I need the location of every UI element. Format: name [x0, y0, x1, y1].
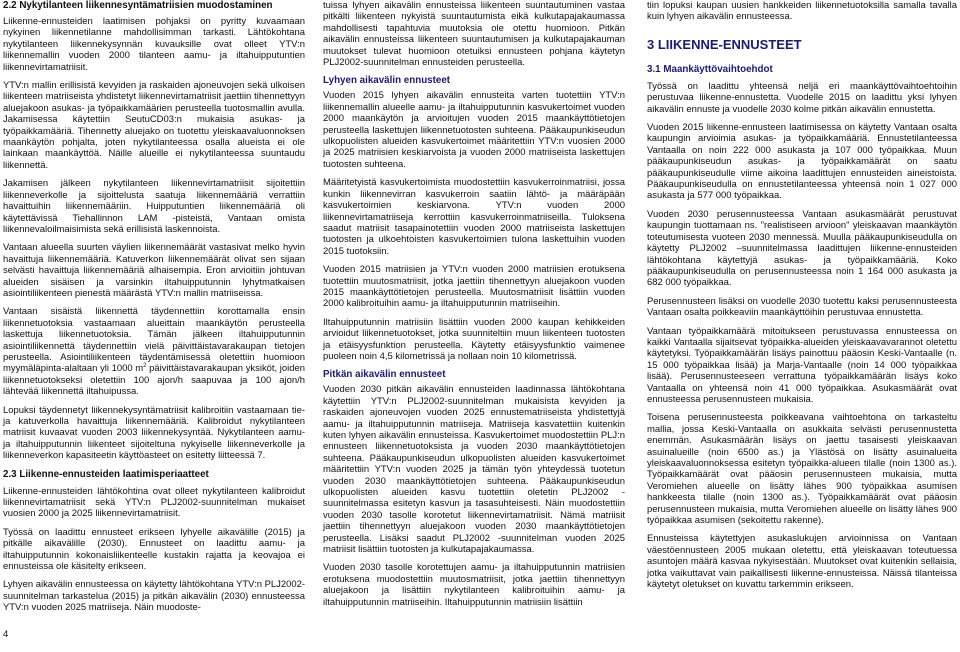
- paragraph: Lyhyen aikavälin ennusteessa on käytetty lähtökohtana YTV:n PLJ2002-suunnitelman tarkastelua (2015) ja pitkän aikavälin (2030) ennusteessa YTV:n vuoden 2025 matriiseja. Näin muodoste-: [3, 579, 305, 614]
- paragraph: Vantaan työpaikkamäärä mitoitukseen perustuvassa ennusteessa on kaikki Vantaalla sijaitsevat työpaikka-alueiden yleiskaavavarannot oletettu käytetyksi. Työpaikkamäärän lisäys painottuu pääosin Keski-Vantaalle (n. 15 000 työpaikkaa lisää) ja Marja-Vantaalle (noin 14 000 työpaikkaa lisää). Perusennusteeseen verrattuna työpaikkamäärän lisäys koko Vantaalla on yhteensä noin 41 000 työpaikkaa. Asukasmäärät ovat ennusteessa perusennusteen mukaisia.: [647, 325, 957, 405]
- paragraph: [3, 306, 305, 397]
- paragraph: Liikenne-ennusteiden laatimisen pohjaksi on pyritty kuvaamaan nykyinen liikennetilanne mahdollisimman tarkasti. Lähtökohtana nykytilanteen liikennekysynnän kuvauksille ovat olleet YTV:n liikennemallin vuoden 2000 tilanteen aamu- ja iltahuipputuntien liikennevirtamatriisit.: [3, 16, 305, 73]
- paragraph-text: päivittäistavarakaupan yksiköt, joiden liikennetuotokseksi oletettiin 100 ajon/h saapuvaa ja 100 ajon/h lähtevää liikennettä iltahuipussa.: [3, 363, 305, 398]
- paragraph: Iltahuipputunnin matriisiin lisättiin vuoden 2000 kaupan kehikkeiden arvioidut liikennetuotokset, jotka suunniteltiin muun liikenteen tuotosten ja etäisyysfunktion perusteella. Käytetty etäisyysfunktio vaimenee puoleen noin 4,5 kilometrissä ja nollaan noin 10 kilometrissä.: [323, 316, 625, 362]
- paragraph: Vantaan alueella suurten väylien liikennemäärät vastasivat melko hyvin havaittuja liikennemääriä. Katuverkon liikennemäärät olivat sen sijaan selvästi havaittuja liikennemääriä alhaisempia. Eron arvioitiin johtuvan alueiden sisäisen ja varsinkin iltahuipputunnin lyhytmatkaisen asiointiliikenteen pienestä määrästä YTV:n mallin matriiseissa.: [3, 242, 305, 299]
- paragraph: Työssä on laadittu ennusteet erikseen lyhyelle aikavälille (2015) ja pitkälle aikavälille (2030). Ennusteet on laadittu aamu- ja iltahuipputunnin kokonaisliikenteelle kustakin rajatta ja keovajoa ei ennusteissa ole käsitelty erikseen.: [3, 526, 305, 573]
- page-number: 4: [3, 629, 9, 640]
- paragraph-text: Vantaan sisäistä liikennettä täydennettiin korottamalla ensin liikennetuotoksia vastaamaan alueittain maankäytön perusteella laskettuja liikennetuotoksia. Tämän jälkeen iltahuipputunnin asiointiliikennettä täydennettiin vielä päivittäistavarakaupan tietojen perusteella. Asiointiliikenteen täydentämisessä oletettiin huomioon myymäläpinta-alaltaan yli 1000 m: [3, 306, 305, 375]
- column-middle: [323, 0, 625, 615]
- column-right: [647, 0, 957, 597]
- subheading-lyhyen: Lyhyen aikavälin ennusteet: [323, 75, 451, 87]
- subheading-pitkan: Pitkän aikavälin ennusteet: [323, 369, 446, 381]
- paragraph: tuissa lyhyen aikavälin ennusteissa liikenteen suuntautuminen vastaa pitkälti liikenteen nykyistä suuntautumista eikä kulkutapajakaumassa mahdollisesti tapahtuvia muutoksia ole otettu huomioon. Pitkän aikavälin ennusteissa liikenteen suuntautumisen ja kulkutapajakauman muutokset tulevat huomioon otetuiksi ennusteen pohjana käytetyn PLJ2002-suunnitelman ennusteiden perusteella.: [323, 0, 625, 69]
- paragraph: Työssä on laadittu yhteensä neljä eri maankäyttövaihtoehtoihin perustuvaa liikenne-ennustetta. Vuodelle 2015 on laadittu yksi lyhyen aikavälin ennuste ja vuodelle 2030 kolme pitkän aikavälin ennustetta.: [647, 80, 957, 115]
- paragraph: Lopuksi täydennetyt liikennekysyntämatriisit kalibroitiin vastaamaan tie- ja katuverkolla havaittuja liikennemääriä. Kalibroidut nykytilanteen matriisit kuvaavat vuoden 2003 liikennekysyntää. Nykytilanteen aamu- ja iltahuipputunnin liikenteet sijoiteltuna nykyiselle liikenneverkolle ja liikenneverkon kapasiteetin käyttöasteet on esitetty liitteessä 7.: [3, 404, 305, 462]
- paragraph: Vuoden 2015 liikenne-ennusteen laatimisessa on käytetty Vantaan osalta kaupungin arvioimia asukas- ja työpaikkamääriä. Ennustetilanteessa Vantaalla on noin 222 000 asukasta ja 107 000 työpaikkaa. Muun pääkaupunkiseudun asukas- ja työpaikkamäärät on saatu pääkaupunkiseudulle viime aikoina laadittujen ennusteiden aineistoista. Pääkaupunkiseudulla on ennustetilanteessa yhteensä noin 1 027 000 asukasta ja 577 000 työpaikkaa.: [647, 122, 957, 202]
- column-left: [3, 0, 305, 621]
- paragraph: Vuoden 2015 matriisien ja YTV:n vuoden 2000 matriisien erotuksena tuotettiin muutosmatriisit, jotka jaettiin tihennettyyn aluejakoon vuoden 2015 maankäyttötietojen perusteella. Muutosmatriisit lisättiin vuoden 2000 kalibroituihin aamu- ja iltahuipputunnin matriiseihin.: [323, 264, 625, 310]
- chapter-heading: 3 LIIKENNE-ENNUSTEET: [647, 36, 802, 52]
- section-heading-3-1: 3.1 Maankäyttövaihtoehdot: [647, 63, 773, 75]
- section-heading-2-2: 2.2 Nykytilanteen liikennesyntämatriisien muodostaminen: [3, 0, 273, 11]
- paragraph: Perusennusteen lisäksi on vuodelle 2030 tuotettu kaksi perusennusteesta Vantaan osalta poikkeaviin maankäyttöihin perustuvaa ennustetta.: [647, 295, 957, 319]
- paragraph: Jakamisen jälkeen nykytilanteen liikennevirtamatriisit sijoitettiin liikenneverkolle ja sijoittelusta saatuja liikennemääriä verrattiin havaittuihin liikennemääriin. Huipputuntien liikennemääriä oli käytettävissä Tiehallinnon LAM -pisteistä, Vantaan omista liikennevaloilmaisimista sekä erillisistä laskennoista.: [3, 178, 305, 235]
- paragraph: Ennusteissa käytettyjen asukaslukujen arvioinnissa on Vantaan väestöennusteen 2005 mukaan oletettu, että yleiskaavan toteutuessa asuntojen määrä kasvaa nykyisestään. Muutokset ovat kuitenkin sellaisia, jotka vaikuttavat vain paikallisesti liikenne-ennusteissa. Näissä tilanteissa käytetyt oletukset on kuvattu tarkemmin erikseen.: [647, 533, 957, 591]
- paragraph: Toisena perusennusteesta poikkeavana vaihtoehtona on tarkasteltu mallia, jossa Keski-Vantaalla on asukkaita selvästi perusennustetta enemmän. Asukasmäärän lisäys on jaettu tasaisesti yleiskaavan asuinalueille (noin 6500 as.) ja Ylästösä on lisätty asuinalueita yleiskaavaluonnoksessa esitetyn työpaikka-alueen tilalle (noin 1300 as.). Työpaikkamäärät ovat pääosin perusennusteen mukaisia, mutta Veromiehen alueelle on lisätty lähes 900 työpaikkaa asumisen hankkeesta tilalle (noin 1300 as.). Työpaikkamäärät ovat pääosin perusennusteen mukaisia, mutta Veromiehen alueelle on lisätty lähes 900 työpaikkaa asumisen (sekoitettu rakenne).: [647, 412, 957, 527]
- paragraph: Vuoden 2015 lyhyen aikavälin ennusteita varten tuotettiin YTV:n liikennemallin alueelle aamu- ja iltahuipputunnin kasvukertoimet vuoden 2000 maankäytön ja arvioitujen vuoden 2015 maankäyttötietojen perusteella laskettujen liikennetuotosten suhteena. Pääkaupunkiseudun ulkopuolisten alueiden kasvukertoimet määritettiin YTV:n vuosien 2000 ja 2025 matriisien keskiarvoista ja vuoden 2000 matriiseista laskettujen tuotosten suhteena.: [323, 90, 625, 170]
- section-heading-2-3: 2.3 Liikenne-ennusteiden laatimisperiaatteet: [3, 468, 209, 480]
- paragraph: Vuoden 2030 tasolle korotettujen aamu- ja iltahuipputunnin matriisien erotuksena muodostettiin muutosmatriisit, jotka jaettiin tihennettyyn aluejakoon ja lisättiin nykytilanteen kalibroituihin aamu- ja iltahuipputunnin matriiseihin. Iltahuipputunnin matriisiin lisättiin: [323, 562, 625, 608]
- paragraph: Liikenne-ennusteiden lähtökohtina ovat olleet nykytilanteen kalibroidut liikennevirtamatriisit sekä YTV:n PLJ2002-suunnitelman mukaiset vuosien 2000 ja 2025 liikennevirtamatriisit.: [3, 485, 305, 520]
- superscript: 2: [143, 363, 147, 370]
- paragraph: Vuoden 2030 pitkän aikavälin ennusteiden laadinnassa lähtökohtana käytettiin YTV:n PLJ2002-suunnitelman mukaisista kevyiden ja raskaiden ajoneuvojen vuoden 2025 ennustematriiseista yhdistettyjä aamu- ja iltahuipputunnin matriiseja. Matriiseja kasvatettiin kuitenkin kuten lyhyen aikavälin ennusteissa. Kasvukertoimet muodostettiin PLJ:n ennusteen liikennetuotoksista ja vuoden 2030 maankäyttötietojen suhteena. Pääkaupunkiseudun ulkopuolisten alueiden kasvukertoimet määritettiin YTV:n vuoden 2025 ja tämän työn yhteydessä tuotetun vuoden 2030 maankäyttötietojen suhteena. Pääkaupunkiseudun ulkopuolisten alueiden kasvu tuotettiin oletetin PLJ2002 -suunnitelmassa esitetyn kasvun ja tasasuhteisesti. Näin muodostettiin vuoden 2030 tasolle korotetut liikennevirtamatriisit. Nämä matriisit jaettiin tihennettyyn aluejakoon vuoden 2030 maankäyttötietojen perusteella. Lisäksi saadut PLJ2002 -suunnitelman vuoden 2025 matriisit lisättiin tuotosten ja kulkutapajakaumassa.: [323, 384, 625, 556]
- paragraph: tiin lopuksi kaupan uusien hankkeiden liikennetuotoksilla samalla tavalla kuin lyhyen aikavälin ennusteessa.: [647, 0, 957, 23]
- paragraph: YTV:n mallin erillisistä kevyiden ja raskaiden ajoneuvojen sekä ulkoisen liikenteen matriiseista yhdistetyt liikennevirtamatriisit jaettiin tihennettyyn aluejakoon asukas- ja työpaikkamäärien perusteella tuotosmallin avulla. Jakamisessa käytettiin SeutuCD03:n mukaisia asukas- ja työpaikkamääriä. Tihennetty aluejako on tuotettu yleiskaavaluonnoksen maankäytön pohjalta, joten nykytilanteessa osalla alueista ei ole lainkaan maankäyttöä. Näille alueille ei nykytilanteessa suuntaudu liikennettä.: [3, 80, 305, 171]
- paragraph: Vuoden 2030 perusennusteessa Vantaan asukasmäärät perustuvat kaupungin tuottamaan ns. "realistiseen arvioon" yleiskaavan maankäytön toteutumisesta vuoteen 2030 mennessä. Muulla pääkaupunkiseudulla on käytetty PLJ2002 –suunnitelmassa laadittujen liikenne-ennusteiden lähtökohtana käytettyjä asukas- ja työpaikkamääriä. Koko pääkaupunkiseudulla on perusennusteessa noin 1 164 000 asukasta ja 682 000 työpaikkaa.: [647, 208, 957, 289]
- paragraph: Määritetyistä kasvukertoimista muodostettiin kasvukerroinmatriisi, jossa kunkin liikennevirran kasvukerroin saatiin lähtö- ja määräpään kasvukertoimien keskiarvona. YTV:n vuoden 2000 liikennevirtamatriiseja kerrottiin kasvukerroinmatriiseilla. Tuloksena saadut matriisit tasapainotettiin vuoden 2000 matriiseista laskettujen tuotosten ja ulkoehtoisten kasvukertoimien tulona laskettuihin vuoden 2015 tuotoksiin.: [323, 177, 625, 257]
